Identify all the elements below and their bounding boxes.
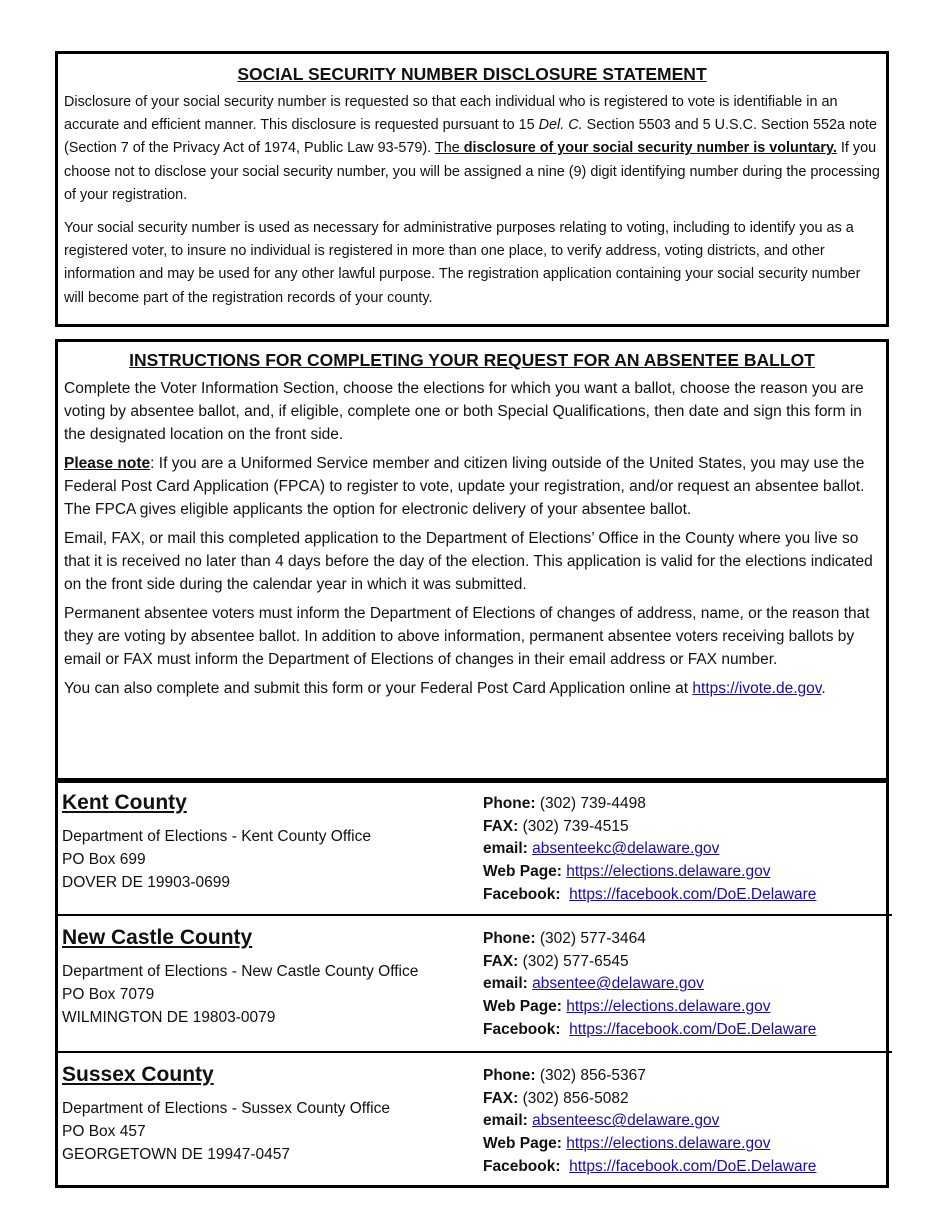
phone-line: Phone: (302) 739-4498 xyxy=(483,795,646,812)
ssn-disclosure-section xyxy=(55,51,889,327)
instructions-paragraph-3: Email, FAX, or mail this completed application to the Department of Elections’ Office in the County where you live so that it is received no later than 4 days before the day of the election. This application is valid for the elections indicated on the front side during the calendar year in which it was submitted. xyxy=(64,530,873,593)
county-name: Kent County xyxy=(62,791,187,814)
email-line: email: absenteekc@delaware.gov xyxy=(483,840,720,858)
ssn-disclosure-paragraph-2: Your social security number is used as necessary for administrative purposes relating to voting, including to identify you as a registered voter, to insure no individual is registered in more than one place, to verify address, voting districts, and other information and may be used for any other lawful purpose. The registration application containing your social security number will become part of the registration records of your county. xyxy=(64,220,861,306)
web-line: Web Page: https://elections.delaware.gov xyxy=(483,863,771,881)
please-note-label: Please note xyxy=(64,455,151,472)
county-po-box: PO Box 699 xyxy=(62,851,146,868)
county-office: Department of Elections - New Castle County Office xyxy=(62,963,419,980)
county-name: New Castle County xyxy=(62,926,253,949)
county-office: Department of Elections - Kent County Office xyxy=(62,828,372,845)
county-po-box: PO Box 457 xyxy=(62,1123,146,1140)
county-city: GEORGETOWN DE 19947-0457 xyxy=(62,1146,290,1163)
email-line: email: absenteesc@delaware.gov xyxy=(483,1112,720,1130)
facebook-link[interactable]: https://facebook.com/DoE.Delaware xyxy=(569,885,817,903)
county-city: DOVER DE 19903-0699 xyxy=(62,874,231,891)
county-block-sussex xyxy=(58,1051,892,1185)
email-line: email: absentee@delaware.gov xyxy=(483,975,704,993)
web-line: Web Page: https://elections.delaware.gov xyxy=(483,1135,771,1153)
email-link[interactable]: absenteesc@delaware.gov xyxy=(532,1112,720,1130)
voluntary-disclosure-emphasis: disclosure of your social security number is voluntary. xyxy=(459,140,837,157)
instructions-title: INSTRUCTIONS FOR COMPLETING YOUR REQUEST FOR AN ABSENTEE BALLOT xyxy=(129,350,815,370)
phone-line: Phone: (302) 577-3464 xyxy=(483,930,646,947)
web-link[interactable]: https://elections.delaware.gov xyxy=(566,998,771,1016)
web-link[interactable]: https://elections.delaware.gov xyxy=(566,863,771,881)
ivote-link[interactable]: https://ivote.de.gov xyxy=(692,680,822,697)
please-note-paragraph: Please note: If you are a Uniformed Service member and citizen living outside of the United States, you may use the Federal Post Card Application (FPCA) to register to vote, update your registration, and/or request an absentee ballot. The FPCA gives eligible applicants the option for electronic delivery of your absentee ballot. xyxy=(64,455,865,518)
county-contacts-section xyxy=(55,778,889,1188)
ssn-disclosure-paragraph-1: Disclosure of your social security number is requested so that each individual who is registered to vote is identifiable in an accurate and efficient manner. This disclosure is requested pursuant to 15 Del. C. Section 5503 and 5 U.S.C. Section 552a note (Section 7 of the Privacy Act of 1974, Public Law 93-579). The disclosure of your social security number is voluntary. If you choose not to disclose your social security number, you will be assigned a nine (9) digit identifying number during the processing of your registration. xyxy=(64,94,880,203)
web-link[interactable]: https://elections.delaware.gov xyxy=(566,1135,771,1153)
phone-line: Phone: (302) 856-5367 xyxy=(483,1067,646,1084)
county-block-new-castle xyxy=(58,914,892,1052)
county-block-kent xyxy=(58,781,892,915)
email-link[interactable]: absenteekc@delaware.gov xyxy=(532,840,720,858)
instructions-paragraph-5: You can also complete and submit this form or your Federal Post Card Application online at https://ivote.de.gov. xyxy=(64,680,826,697)
facebook-link[interactable]: https://facebook.com/DoE.Delaware xyxy=(569,1157,817,1175)
county-city: WILMINGTON DE 19803-0079 xyxy=(62,1009,276,1026)
facebook-link[interactable]: https://facebook.com/DoE.Delaware xyxy=(569,1020,817,1038)
county-po-box: PO Box 7079 xyxy=(62,986,155,1003)
email-link[interactable]: absentee@delaware.gov xyxy=(532,975,704,993)
facebook-line: Facebook: https://facebook.com/DoE.Delaware xyxy=(483,1020,817,1038)
instructions-paragraph-1: Complete the Voter Information Section, choose the elections for which you want a ballot, choose the reason you are voting by absentee ballot, and, if eligible, complete one or both Special Qualifications, then date and sign this form in the designated location on the front side. xyxy=(64,380,864,443)
county-office: Department of Elections - Sussex County Office xyxy=(62,1100,390,1117)
fax-line: FAX: (302) 577-6545 xyxy=(483,952,629,970)
fax-line: FAX: (302) 739-4515 xyxy=(483,817,629,835)
facebook-line: Facebook: https://facebook.com/DoE.Delaware xyxy=(483,885,817,903)
fax-line: FAX: (302) 856-5082 xyxy=(483,1089,629,1107)
web-line: Web Page: https://elections.delaware.gov xyxy=(483,998,771,1016)
facebook-line: Facebook: https://facebook.com/DoE.Delaware xyxy=(483,1157,817,1175)
instructions-section xyxy=(55,339,889,783)
county-name: Sussex County xyxy=(62,1063,214,1086)
ssn-disclosure-title: SOCIAL SECURITY NUMBER DISCLOSURE STATEMENT xyxy=(237,64,707,84)
instructions-paragraph-4: Permanent absentee voters must inform the Department of Elections of changes of address, name, or the reason that they are voting by absentee ballot. In addition to above information, permanent absentee voters receiving ballots by email or FAX must inform the Department of Elections of changes in their email address or FAX number. xyxy=(64,605,870,668)
